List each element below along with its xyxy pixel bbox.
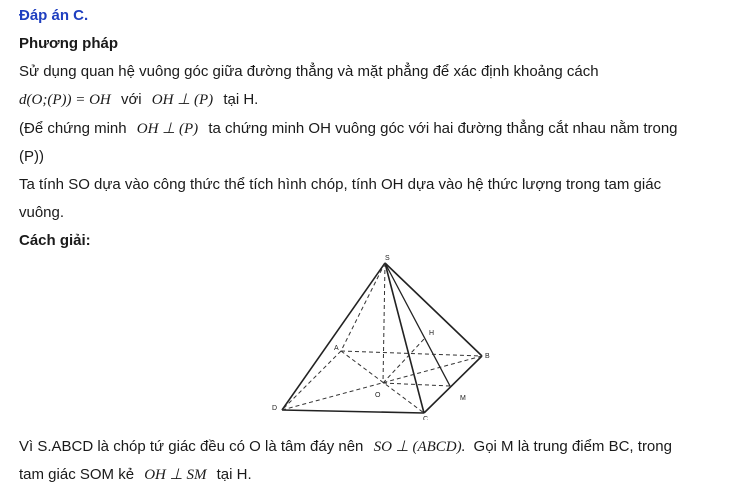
- label-C: C: [423, 416, 429, 420]
- segment-OH: [383, 338, 425, 383]
- method-line-3: [19, 119, 678, 139]
- oh-perpendicular-formula: OH ⊥ SM: [144, 467, 207, 483]
- so-perpendicular-formula: SO ⊥ (ABCD).: [373, 439, 466, 455]
- method-line-2-text-b: tại H.: [223, 91, 259, 108]
- edge-CB: [424, 356, 482, 413]
- method-line-3-text-a: (Để chứng minh: [19, 120, 127, 137]
- label-O: O: [375, 392, 381, 399]
- edge-AD: [282, 351, 341, 410]
- distance-formula: d(O;(P)) = OH: [19, 92, 111, 108]
- solution-line-2-text-a: tam giác SOM kẻ: [19, 466, 135, 483]
- label-B: B: [485, 353, 490, 360]
- answer-label: Đáp án C.: [19, 7, 89, 24]
- pyramid-diagram: [268, 250, 498, 420]
- edge-SC: [385, 263, 424, 413]
- edge-SB: [385, 263, 482, 356]
- solution-line-1-text-a: Vì S.ABCD là chóp tứ giác đều có O là tâm đáy nên: [19, 438, 364, 455]
- solution-heading: Cách giải:: [19, 232, 91, 249]
- perpendicular-formula: OH ⊥ (P): [151, 92, 214, 108]
- method-line-2-text-a: với: [120, 91, 142, 108]
- edge-DC: [282, 410, 424, 413]
- perpendicular-formula-2: OH ⊥ (P): [136, 121, 199, 137]
- method-line-5: Ta tính SO dựa vào công thức thể tích hình chóp, tính OH dựa vào hệ thức lượng trong tam giác: [19, 176, 662, 193]
- solution-line-2: [19, 465, 252, 485]
- method-line-3-text-b: ta chứng minh OH vuông góc với hai đường thẳng cắt nhau nằm trong: [208, 120, 678, 137]
- solution-line-1-text-b: Gọi M là trung điểm BC, trong: [473, 438, 672, 455]
- solution-line-2-text-b: tại H.: [216, 466, 252, 483]
- method-line-4: (P)): [19, 148, 44, 165]
- method-line-1: Sử dụng quan hệ vuông góc giữa đường thẳng và mặt phẳng để xác định khoảng cách: [19, 63, 599, 80]
- edge-SA: [341, 263, 385, 351]
- label-H: H: [429, 330, 435, 337]
- edge-SD: [282, 263, 385, 410]
- label-A: A: [334, 345, 339, 352]
- pyramid-figure: [268, 250, 498, 420]
- diagonal-DB: [282, 356, 482, 410]
- diagonal-AC: [341, 351, 424, 413]
- label-S: S: [385, 255, 390, 262]
- method-line-2: [19, 90, 258, 110]
- label-D: D: [272, 405, 278, 412]
- label-M: M: [460, 395, 466, 402]
- solution-line-1: [19, 437, 672, 457]
- segment-SO: [383, 263, 385, 383]
- method-line-6: vuông.: [19, 204, 65, 221]
- method-heading: Phương pháp: [19, 35, 119, 52]
